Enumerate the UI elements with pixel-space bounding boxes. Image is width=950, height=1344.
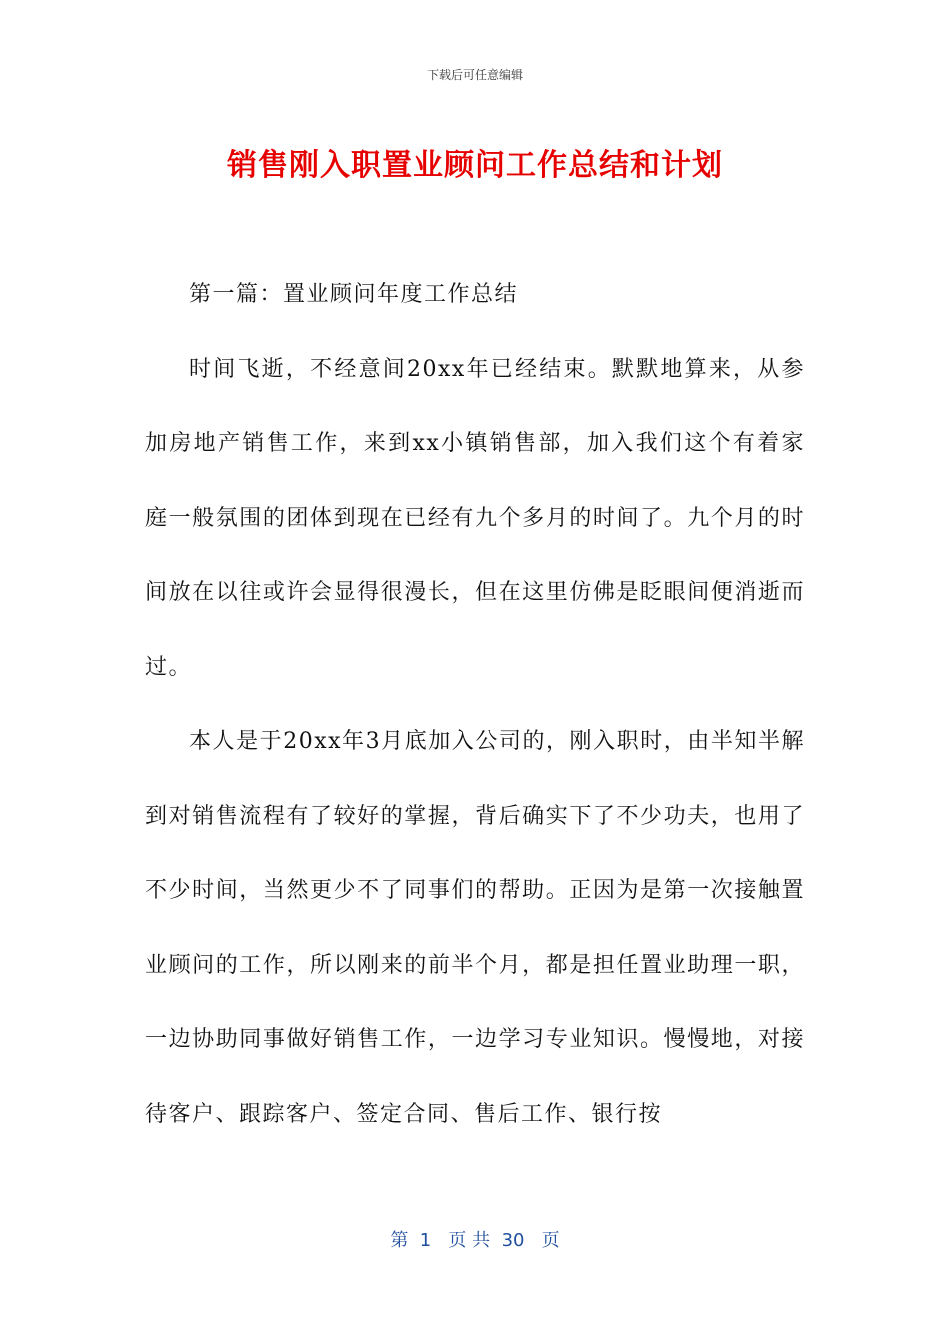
document-title: 销售刚入职置业顾问工作总结和计划	[227, 148, 723, 183]
header-note: 下载后可任意编辑	[426, 68, 523, 82]
section-heading: 第一篇：置业顾问年度工作总结	[189, 282, 519, 307]
body-paragraph: 本人是于20xx年3月底加入公司的，刚入职时，由半知半解到对销售流程有了较好的掌握，背后确实下了不少功夫，也用了不少时间，当然更少不了同事们的帮助。正因为是第一次接触置业顾问的工作，所以刚来的前半个月，都是担任置业助理一职，一边协助同事做好销售工作，一边学习专业知识。慢慢地，对接待客户、跟踪客户、签定合同、售后工作、银行按	[145, 729, 805, 1127]
body-paragraph: 时间飞逝，不经意间20xx年已经结束。默默地算来，从参加房地产销售工作，来到xx小镇销售部，加入我们这个有着家庭一般氛围的团体到现在已经有九个多月的时间了。九个月的时间放在以往或许会显得很漫长，但在这里仿佛是眨眼间便消逝而过。	[145, 356, 805, 680]
document-body	[145, 258, 805, 1152]
page-number-footer: 第 1 页 共 30 页	[390, 1230, 560, 1251]
